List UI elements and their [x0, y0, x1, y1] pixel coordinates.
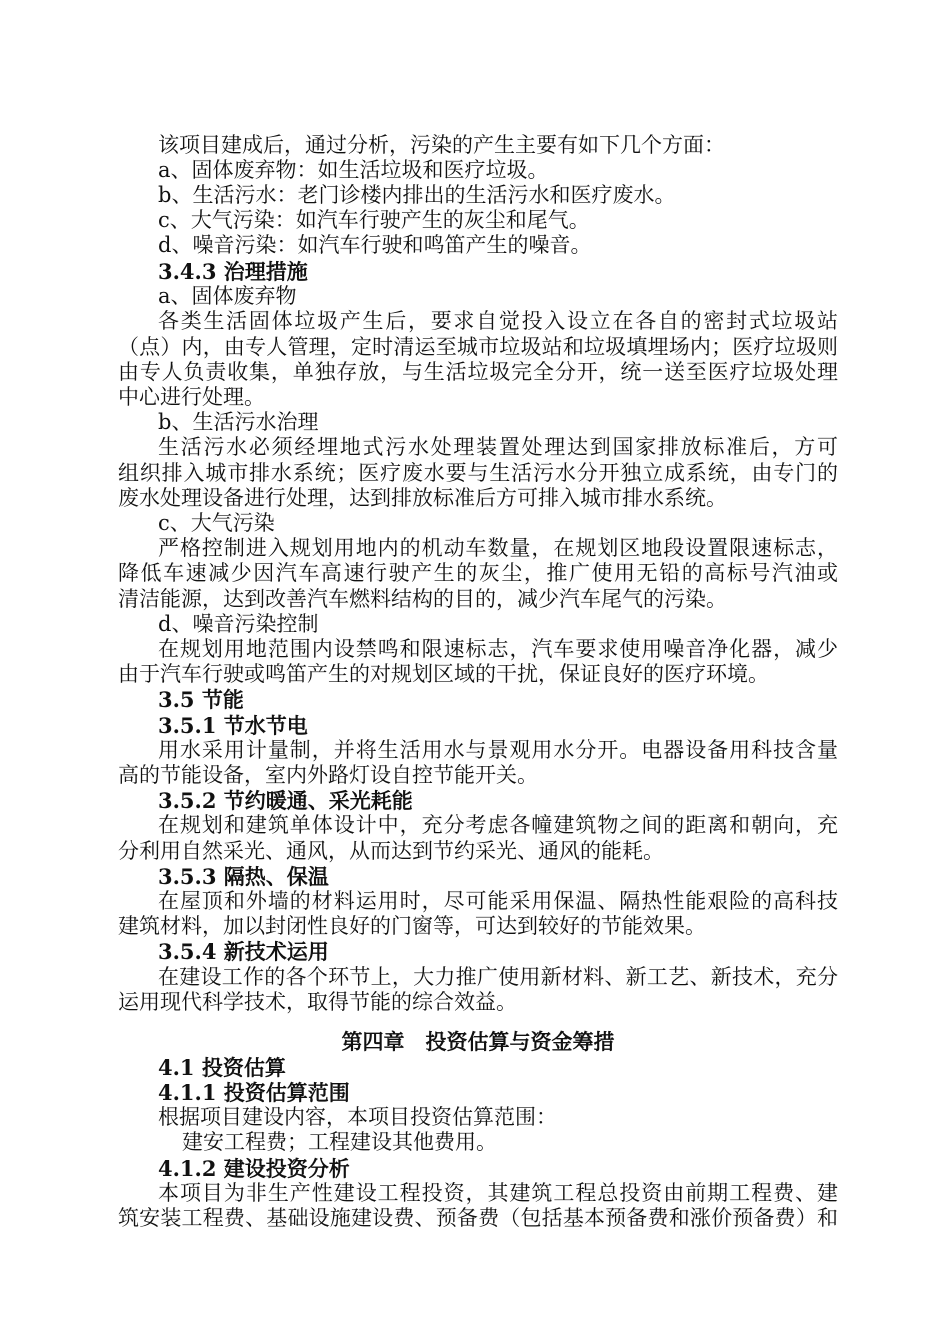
text-line: 根据项目建设内容，本项目投资估算范围： — [158, 1105, 557, 1129]
text-line: 由于汽车行驶或鸣笛产生的对规划区域的干扰，保证良好的医疗环境。 — [118, 662, 769, 686]
section-heading: 3.5.2 节约暖通、采光耗能 — [158, 788, 413, 813]
section-heading: 3.5.3 隔热、保温 — [158, 864, 329, 889]
text-line: 严格控制进入规划用地内的机动车数量，在规划区地段设置限速标志， — [158, 536, 838, 560]
section-heading: 4.1.2 建设投资分析 — [158, 1156, 350, 1181]
text-line: 在屋顶和外墙的材料运用时，尽可能采用保温、隔热性能艰险的高科技 — [158, 889, 838, 913]
text-line: 在规划和建筑单体设计中，充分考虑各幢建筑物之间的距离和朝向，充 — [158, 813, 838, 837]
text-line: b、生活污水：老门诊楼内排出的生活污水和医疗废水。 — [158, 183, 676, 207]
section-heading: 3.5 节能 — [158, 687, 244, 712]
text-line: d、噪音污染：如汽车行驶和鸣笛产生的噪音。 — [158, 233, 592, 257]
text-line: 由专人负责收集，单独存放，与生活垃圾完全分开，统一送至医疗垃圾处理 — [118, 360, 838, 384]
text-line: d、噪音污染控制 — [158, 612, 319, 636]
text-line: （点）内，由专人管理，定时清运至城市垃圾站和垃圾填埋场内；医疗垃圾则 — [118, 335, 838, 359]
text-line: 分利用自然采光、通风，从而达到节约采光、通风的能耗。 — [118, 839, 664, 863]
section-heading: 3.5.4 新技术运用 — [158, 939, 329, 964]
text-line: 本项目为非生产性建设工程投资，其建筑工程总投资由前期工程费、建 — [158, 1181, 838, 1205]
section-heading: 3.4.3 治理措施 — [158, 259, 308, 284]
text-line: 建安工程费；工程建设其他费用。 — [182, 1130, 497, 1154]
text-line: b、生活污水治理 — [158, 410, 319, 434]
text-line: 中心进行处理。 — [118, 385, 265, 409]
text-line: 在建设工作的各个环节上，大力推广使用新材料、新工艺、新技术，充分 — [158, 965, 838, 989]
text-line: 筑安装工程费、基础设施建设费、预备费（包括基本预备费和涨价预备费）和 — [118, 1206, 838, 1230]
text-line: 用水采用计量制，并将生活用水与景观用水分开。电器设备用科技含量 — [158, 738, 838, 762]
text-line: 废水处理设备进行处理，达到排放标准后方可排入城市排水系统。 — [118, 486, 727, 510]
text-line: a、固体废弃物：如生活垃圾和医疗垃圾。 — [158, 158, 549, 182]
text-line: 在规划用地范围内设禁鸣和限速标志，汽车要求使用噪音净化器，减少 — [158, 637, 838, 661]
section-heading: 4.1.1 投资估算范围 — [158, 1080, 350, 1105]
section-heading: 4.1 投资估算 — [158, 1055, 286, 1080]
text-line: 生活污水必须经埋地式污水处理装置处理达到国家排放标准后，方可 — [158, 435, 838, 459]
chapter-title: 第四章 投资估算与资金筹措 — [341, 1029, 615, 1054]
text-line: c、大气污染 — [158, 511, 275, 535]
section-heading: 3.5.1 节水节电 — [158, 713, 308, 738]
text-line: 该项目建成后，通过分析，污染的产生主要有如下几个方面： — [158, 133, 725, 157]
text-line: 降低车速减少因汽车高速行驶产生的灰尘，推广使用无铅的高标号汽油或 — [118, 561, 838, 585]
text-line: 组织排入城市排水系统；医疗废水要与生活污水分开独立成系统，由专门的 — [118, 461, 838, 485]
text-line: c、大气污染：如汽车行驶产生的灰尘和尾气。 — [158, 208, 590, 232]
text-line: a、固体废弃物 — [158, 284, 297, 308]
text-line: 运用现代科学技术，取得节能的综合效益。 — [118, 990, 517, 1014]
text-line: 建筑材料，加以封闭性良好的门窗等，可达到较好的节能效果。 — [118, 914, 706, 938]
text-line: 各类生活固体垃圾产生后，要求自觉投入设立在各自的密封式垃圾站 — [158, 309, 838, 333]
text-line: 清洁能源，达到改善汽车燃料结构的目的，减少汽车尾气的污染。 — [118, 587, 727, 611]
text-line: 高的节能设备，室内外路灯设自控节能开关。 — [118, 763, 538, 787]
